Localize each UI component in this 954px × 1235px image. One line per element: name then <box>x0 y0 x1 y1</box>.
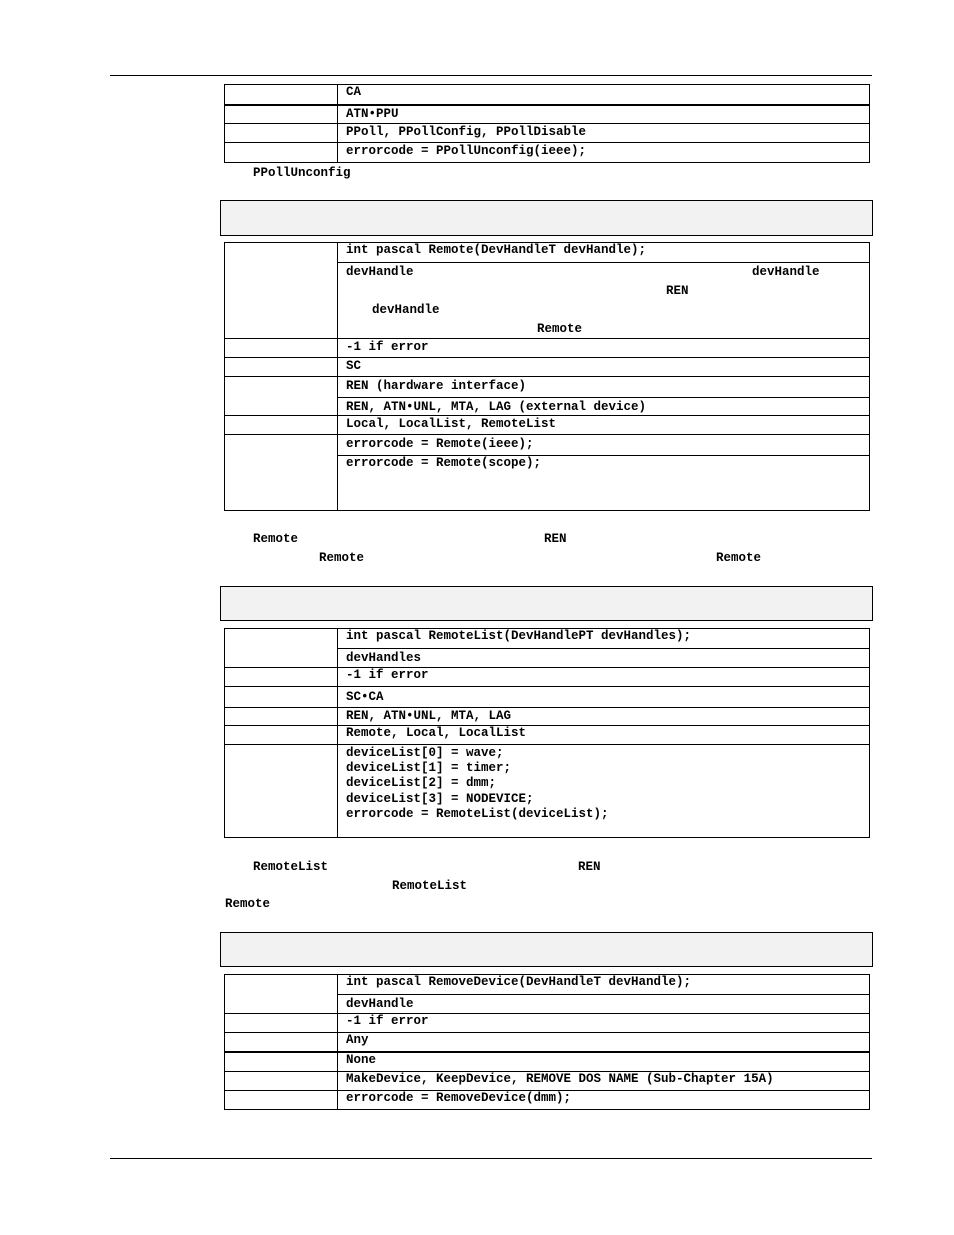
bus-ext-row <box>337 397 869 415</box>
example-row <box>337 744 869 837</box>
remote-note-fragment: Remote <box>319 551 365 565</box>
returns-value: -1 if error <box>346 1014 429 1028</box>
label-divider <box>225 1071 337 1072</box>
label-divider <box>225 104 337 106</box>
label-divider <box>225 744 337 745</box>
mode-row <box>337 686 869 707</box>
label-divider <box>225 1051 337 1053</box>
label-divider <box>225 1032 337 1033</box>
removedevice-section-header <box>220 932 873 967</box>
bus-hw-value: REN (hardware interface) <box>346 379 527 393</box>
page-bottom-rule <box>110 1158 872 1159</box>
mode-value: Any <box>346 1033 369 1047</box>
label-divider <box>225 1013 337 1014</box>
example-row-2 <box>337 455 869 510</box>
label-divider <box>225 123 337 124</box>
label-divider <box>225 434 337 435</box>
example-value: errorcode = PPollUnconfig(ieee); <box>346 144 587 158</box>
bus-states-row <box>337 707 869 725</box>
prototype-row <box>337 243 869 262</box>
param-fragment: Remote <box>537 322 583 336</box>
mode-value: CA <box>346 85 362 99</box>
remote-note-fragment: Remote <box>253 532 299 546</box>
see-also-row <box>337 415 869 434</box>
see-also-row <box>337 725 869 744</box>
example-row <box>337 1090 869 1109</box>
remote-section-header <box>220 200 873 236</box>
see-also-value: PPoll, PPollConfig, PPollDisable <box>346 125 587 139</box>
bus-ext-value: REN, ATN•UNL, MTA, LAG (external device) <box>346 400 647 414</box>
example-value: errorcode = RemoveDevice(dmm); <box>346 1091 572 1105</box>
param-fragment: devHandle <box>346 265 414 279</box>
label-divider <box>225 142 337 143</box>
prototype-value: int pascal RemoveDevice(DevHandleT devHandle); <box>346 975 692 989</box>
parameter-value: devHandles <box>346 651 422 665</box>
label-divider <box>225 415 337 416</box>
mode-row <box>337 357 869 376</box>
bus-states-value: REN, ATN•UNL, MTA, LAG <box>346 709 512 723</box>
mode-row <box>337 85 869 104</box>
see-also-value: Local, LocalList, RemoteList <box>346 417 557 431</box>
parameter-value: devHandle <box>346 997 414 1011</box>
label-divider <box>225 1090 337 1091</box>
label-divider <box>225 667 337 668</box>
parameters-row <box>337 262 869 338</box>
mode-value: SC <box>346 359 362 373</box>
returns-row <box>337 1013 869 1032</box>
label-divider <box>225 686 337 687</box>
bus-states-row <box>337 1051 869 1071</box>
returns-row <box>337 338 869 357</box>
bus-states-value: None <box>346 1053 377 1067</box>
param-fragment: devHandle <box>372 303 440 317</box>
see-also-value: Remote, Local, LocalList <box>346 726 527 740</box>
mode-row <box>337 1032 869 1051</box>
label-divider <box>225 357 337 358</box>
see-also-row <box>337 1071 869 1090</box>
see-also-value: MakeDevice, KeepDevice, REMOVE DOS NAME (Sub-Chapter 15A) <box>346 1072 774 1086</box>
remotelist-note-fragment: REN <box>578 860 601 874</box>
returns-row <box>337 667 869 686</box>
prototype-value: int pascal RemoteList(DevHandlePT devHandles); <box>346 629 692 643</box>
parameters-row <box>337 994 869 1013</box>
remotelist-note-fragment: Remote <box>225 897 271 911</box>
label-column <box>225 975 338 1109</box>
ppoll-unconfig-table <box>224 84 870 163</box>
param-fragment: REN <box>666 284 689 298</box>
parameters-row <box>337 648 869 667</box>
prototype-row <box>337 629 869 648</box>
label-column <box>225 629 338 837</box>
example-row <box>337 142 869 162</box>
see-also-row <box>337 123 869 142</box>
example-line: errorcode = RemoteList(deviceList); <box>346 807 609 821</box>
page-top-rule <box>110 75 872 76</box>
label-divider <box>225 338 337 339</box>
label-divider <box>225 725 337 726</box>
example-line: deviceList[2] = dmm; <box>346 776 497 790</box>
removedevice-table <box>224 974 870 1110</box>
ppoll-caption: PPollUnconfig <box>253 166 351 180</box>
example-line: deviceList[1] = timer; <box>346 761 512 775</box>
remote-note-fragment: REN <box>544 532 567 546</box>
bus-states-row <box>337 104 869 124</box>
remotelist-note-fragment: RemoteList <box>253 860 329 874</box>
prototype-row <box>337 975 869 994</box>
remotelist-note-fragment: RemoteList <box>392 879 468 893</box>
returns-value: -1 if error <box>346 340 429 354</box>
remotelist-section-header <box>220 586 873 621</box>
returns-value: -1 if error <box>346 668 429 682</box>
example-value: errorcode = Remote(scope); <box>346 456 542 470</box>
bus-states-value: ATN•PPU <box>346 107 399 121</box>
prototype-value: int pascal Remote(DevHandleT devHandle); <box>346 243 647 257</box>
example-line: deviceList[0] = wave; <box>346 746 504 760</box>
remote-table <box>224 242 870 511</box>
example-line: deviceList[3] = NODEVICE; <box>346 792 534 806</box>
remotelist-table <box>224 628 870 838</box>
label-divider <box>225 707 337 708</box>
example-row-1 <box>337 434 869 455</box>
label-divider <box>225 376 337 377</box>
param-fragment: devHandle <box>752 265 820 279</box>
example-value: errorcode = Remote(ieee); <box>346 437 534 451</box>
bus-hw-row <box>337 376 869 397</box>
mode-value: SC•CA <box>346 690 384 704</box>
remote-note-fragment: Remote <box>716 551 762 565</box>
